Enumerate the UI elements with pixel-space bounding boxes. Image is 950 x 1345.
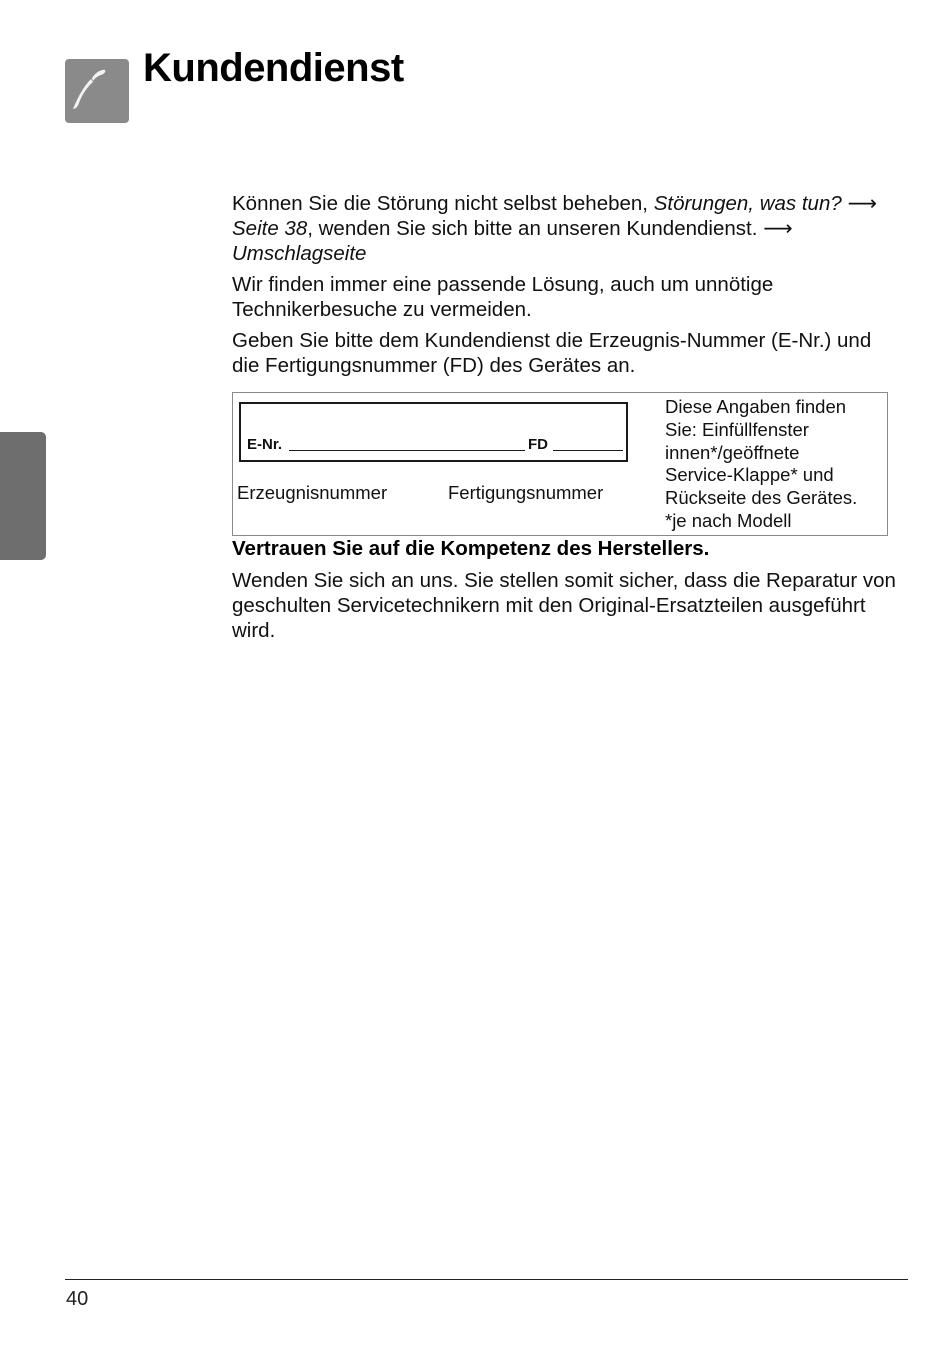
caption-erzeugnisnummer: Erzeugnisnummer	[237, 482, 388, 503]
rating-plate-note: Diese Angaben finden Sie: Einfüllfenster innen*/geöffnete Service-Klappe* und Rückseite des Gerätes. *je nach Modell	[665, 396, 858, 531]
page-title: Kundendienst	[143, 46, 404, 90]
main-content	[232, 191, 904, 649]
caption-fertigungsnummer: Fertigungsnummer	[448, 482, 604, 503]
fd-line	[553, 450, 623, 451]
rating-plate	[239, 402, 628, 462]
fd-label: FD	[528, 436, 548, 453]
enr-line	[289, 450, 525, 451]
intro-paragraph-3: Geben Sie bitte dem Kundendienst die Erzeugnis-Nummer (E-Nr.) und die Fertigungsnummer (FD) des Gerätes an.	[232, 329, 872, 377]
intro-paragraph-2: Wir finden immer eine passende Lösung, auch um unnötige Technikerbesuche zu vermeiden.	[232, 273, 774, 321]
phone-icon	[65, 59, 129, 123]
link-umschlagseite[interactable]: Umschlagseite	[232, 242, 367, 265]
arrow-right-icon: ⟶	[763, 217, 793, 240]
link-seite-38[interactable]: Seite 38	[232, 217, 308, 240]
footer-divider	[65, 1279, 908, 1280]
trust-paragraph: Wenden Sie sich an uns. Sie stellen somit sicher, dass die Reparatur von geschulten Servicetechnikern mit den Original-Ersatzteilen ausgeführt wird.	[232, 569, 896, 642]
enr-label: E-Nr.	[247, 436, 283, 453]
rating-plate-box	[232, 392, 888, 536]
arrow-right-icon: ⟶	[847, 192, 877, 215]
chapter-tab	[0, 432, 46, 560]
intro-paragraph-1: Können Sie die Störung nicht selbst beheben, Störungen, was tun? ⟶ Seite 38, wenden Sie sich bitte an unseren Kundendienst. ⟶ Umschlagseite	[232, 192, 877, 265]
page-number: 40	[66, 1288, 89, 1310]
link-stoerungen[interactable]: Störungen, was tun?	[653, 192, 842, 215]
trust-heading: Vertrauen Sie auf die Kompetenz des Herstellers.	[232, 537, 710, 560]
